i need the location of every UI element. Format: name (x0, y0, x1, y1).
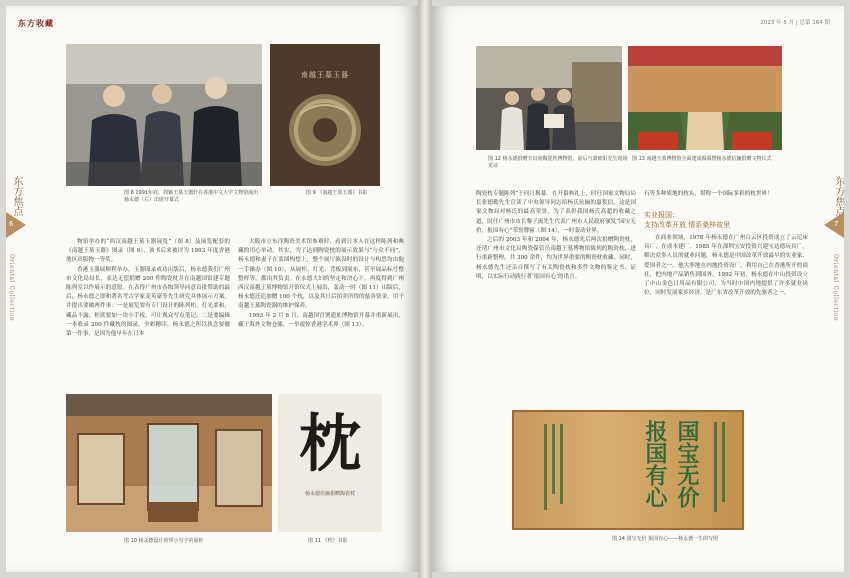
paragraph: 在商业领域，1978 年杨永德在广州白云区投资成立了云尼床具厂，在成本建厂。1985 年在深圳宝安投资兴建宝达德玩具厂，解决众多人员的就业问题。杨永德是中国改革开放最早的实业家、爱国者之一。他大胆地在内地投资设厂，利用自己在香港所开的商社，把内地产品销售到国外。1992 年初，杨永德在中山投资设立了中山金色日用品有限公司，为当时中国内地提供了许多就业岗位，同时发展家乡经济，是广东省改革开放的先驱者之一。 (644, 235, 808, 297)
left-page (6, 6, 418, 572)
side-title: 东方焦点 (11, 176, 22, 216)
photo-fig13 (628, 46, 782, 150)
caption-fig12: 图 12 杨永德捐赠夫妇向陶瓷枕博物馆，前后与萧欧阳先生现场见证 (488, 156, 628, 169)
book-cover-fig11 (278, 394, 382, 532)
paragraph: 大阪市立东洋陶瓷美术馆参观时，看到日本人在这样陈列和典藏的用心举动。其实，为了达到陶瓷枕的展示效果与“与众不同”，杨永德和妻子在蓝图构想上，整个展厅陈设时的设计与构思均由他一手操办（图 10），从展柜、灯光、背板到展布，甚至展品标号整整样等，都由其负责。在永德夫妇的坚定和决心下，再度得到广州西汉南越王墓博物馆开馆仪式上展出，轰动一时（图 11）出版后，杨永德还追加赠 100 个枕，以及其日后拍卖所得的慈善资金，用于南越王墓陶瓷器的维护保养。 (238, 239, 404, 310)
subheading-line2: 支持改革开放 情系桑梓故里 (644, 221, 731, 229)
plaque-inscription-decoration (514, 412, 742, 528)
jade-disc-illustration (270, 44, 380, 186)
caption-fig14: 图 14 国宝无价 报国有心——杨永德一生的写照 (612, 536, 719, 542)
side-title-en: Oriental Collection (832, 254, 839, 322)
book-cover-fig9 (270, 44, 380, 186)
photo-fig10 (66, 394, 272, 532)
book-cover-title: 南越王墓玉器 (301, 71, 349, 79)
page-number: 6 (9, 220, 14, 228)
paragraph: 物馆举办的“西汉南越王墓玉器展览”（图 8）及展览配套的《南越王墓玉器》图录（图 9），该书后来被评为 1993 年度香港地区出版物一等奖。 (66, 239, 230, 264)
spine-gutter (418, 0, 432, 578)
side-title: 东方焦点 (833, 176, 844, 216)
paragraph: 香港玉器展顺利举办，玉器图录成功出版后，杨永德我们广州市文化局局长，表达无偿捐赠 200 件陶瓷枕并在南越国馆建专题陈列室以作展示的意愿。在表得广州市各级领导同意首批赞助的最后，杨永德之即和著名考古学家麦英豪等先生研究具体展示方案。并提出要做两件事：一是展览要有专门设计的陈列柜，灯光柔和，藏品不露；柜底要加一块小手板，可让观众写点笔记。二是要编辑一本收录 200 件藏枕的图录，全彩精印。杨永德之所以执念要做第一件事，是因为他早年在日本 (66, 266, 230, 338)
caption-fig8: 图 8 1991年底，周颖王墓玉器轩在香港中文大学文物馆展出 杨永德（右）出席开幕式 (124, 190, 259, 203)
photo-fig13-illustration (628, 46, 782, 150)
left-text-col2 (238, 238, 404, 330)
caption-fig11: 图 11 《枕》书影 (308, 538, 348, 544)
caption-fig13: 图 13 南越王墓博物馆全面建成揭幕暨杨永德伉俪捐赠文物仪式 (632, 156, 772, 162)
photo-fig12 (476, 46, 622, 150)
caption-fig9: 图 9 《南越王墓玉器》书影 (306, 190, 368, 196)
book-subtitle: 杨永德伉俪捐赠陶瓷枕 (304, 491, 355, 497)
display-cabinets-illustration (66, 394, 272, 532)
plaque-text-col2: 报国有心 (642, 420, 668, 508)
photo-fig8 (66, 44, 262, 186)
caption-fig10: 图 10 杨永德设计的带小写字的展柜 (124, 538, 204, 544)
photo-fig8-illustration (66, 44, 262, 186)
issue-header: 2023 年 5 月 | 总第 164 期 (760, 20, 830, 26)
side-title-en: Oriental Collection (8, 254, 15, 322)
paragraph: 之后的 2003 年和 2004 年，杨永德先后两次捐赠陶瓷枕，还请广州市文化局陶瓷保管员南越王墓博物馆陈列的陶瓷枕，进行重新整理，共 300 余件，均为世界重要的陶瓷枕收藏。同时，杨永德先生还亲自撰写了有关陶瓷枕和多件文物的鉴定书、证明，以实际行动践行著‘报国有心’的诺言。 (476, 237, 636, 280)
photo-fig12-illustration (476, 46, 622, 150)
right-text-col2-top (644, 190, 808, 199)
plaque-text-col1: 国宝无价 (674, 420, 700, 508)
right-text-col1 (476, 190, 636, 282)
right-text-col2 (644, 234, 808, 298)
paragraph: 石等多种质地的枕头，堪称一个国际多彩的枕世界！ (644, 191, 773, 197)
paragraph: 1993 年 2 月 8 日，南越国宫署遗址博物馆开幕并重新展出，藏于海外文物仓储，一举震惊香港学术界（图 13）。 (238, 312, 404, 328)
plaque-fig14 (512, 410, 744, 530)
right-page (432, 6, 844, 572)
subheading (644, 210, 808, 230)
left-text-col1 (66, 238, 230, 339)
paragraph: 陶瓷枕专题陈列”于同日揭幕。在开幕典礼上，时任国家文物局局长张德勤先生宣读了中央领导同志给杨氏伉俪的嘉奖信，这是国家文物局对杨氏的最高荣誉，为了表彰我国杨氏高超的收藏之道，时任广州市市长黎子流先生代表广州市人民政府颁发“园宝无价，报国有心”荣誉牌匾（图 14），一时轰动业界。 (476, 191, 636, 234)
book-glyph: 枕 (298, 407, 361, 480)
page-number: 7 (834, 220, 839, 228)
subheading-line1: 实业报国： (644, 211, 679, 219)
magazine-logo: 东方收藏 (18, 18, 54, 28)
